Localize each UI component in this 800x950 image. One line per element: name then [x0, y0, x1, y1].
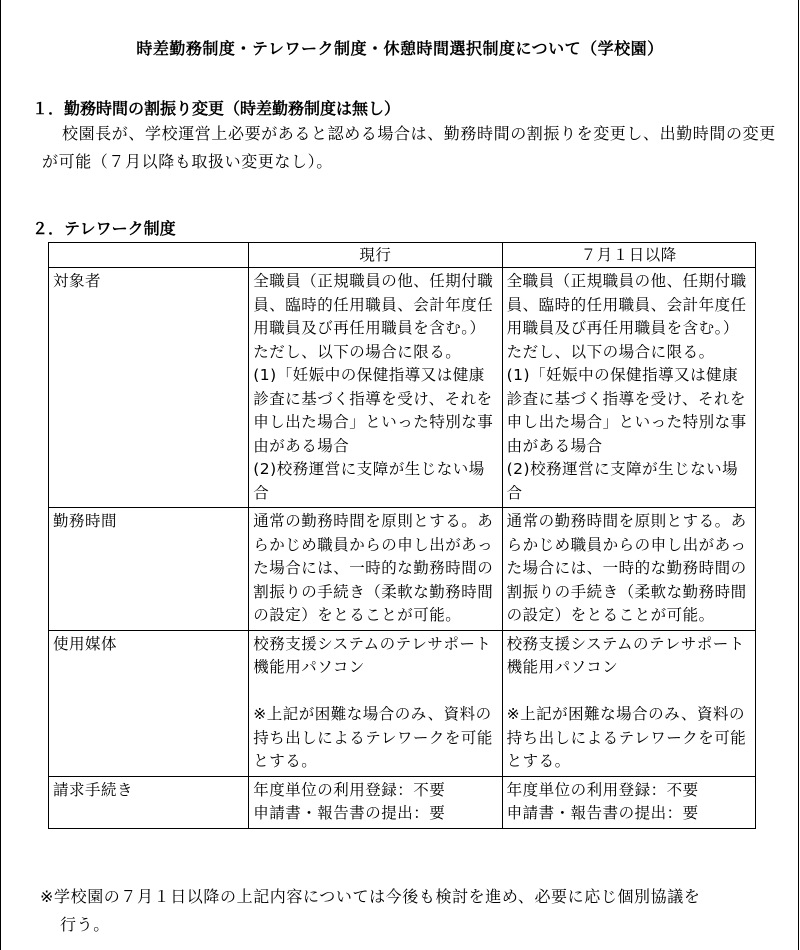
- cell-text: (2)校務運営に支障が生じない場合: [253, 460, 485, 502]
- header-cell-after: ７月１日以降: [502, 243, 755, 268]
- cell-text: 通常の勤務時間を原則とする。あらかじめ職員からの申し出があった場合には、一時的な勤務時間の割振りの手続き（柔軟な勤務時間の設定）をとることが可能。: [506, 512, 747, 624]
- row-label: 使用媒体: [49, 630, 249, 776]
- table-row: [49, 776, 756, 828]
- row-label: 請求手続き: [49, 776, 249, 828]
- cell-current: [249, 776, 502, 828]
- cell-text: 通常の勤務時間を原則とする。あらかじめ職員からの申し出があった場合には、一時的な勤務時間の割振りの手続き（柔軟な勤務時間の設定）をとることが可能。: [253, 512, 494, 624]
- footnote-line2: 行う。: [60, 915, 110, 934]
- section1-heading: １．勤務時間の割振り変更（時差勤務制度は無し）: [32, 99, 401, 118]
- header-cell-empty: [49, 243, 249, 268]
- cell-text: 校務支援システムのテレサポート機能用パソコン: [253, 634, 492, 676]
- cell-text: 校務支援システムのテレサポート機能用パソコン: [506, 634, 745, 676]
- cell-text: (1)「妊娠中の保健指導又は健康診査に基づく指導を受け、それを申し出た場合」といった特別な事由がある場合: [253, 366, 494, 455]
- cell-text: 年度単位の利用登録：不要: [253, 780, 446, 799]
- section1-body: 校園長が、学校運営上必要があると認める場合は、勤務時間の割振りを変更し、出勤時間の変更が可能（７月以降も取扱い変更なし）。: [42, 124, 776, 171]
- cell-text: (1)「妊娠中の保健指導又は健康診査に基づく指導を受け、それを申し出た場合」といった特別な事由がある場合: [506, 366, 747, 455]
- cell-text: [507, 680, 751, 704]
- cell-current: [249, 508, 502, 631]
- header-cell-current: 現行: [249, 243, 502, 268]
- cell-text: 申請書・報告書の提出：要: [506, 804, 699, 822]
- cell-text: (2)校務運営に支障が生じない場合: [506, 460, 739, 502]
- cell-text: 全職員（正規職員の他、任期付職員、臨時的任用職員、会計年度任用職員及び再任用職員を含む。）: [506, 272, 747, 337]
- table-row: [49, 268, 756, 508]
- cell-text: 年度単位の利用登録：不要: [506, 780, 699, 799]
- row-label: 対象者: [49, 268, 249, 508]
- cell-text: ただし、以下の場合に限る。: [506, 342, 715, 361]
- footnote: [40, 883, 780, 939]
- row-label: 勤務時間: [49, 508, 249, 631]
- cell-current: [249, 630, 502, 776]
- cell-after: [502, 268, 755, 508]
- section2-heading: ２．テレワーク制度: [32, 219, 176, 238]
- cell-text: ※上記が困難な場合のみ、資料の持ち出しによるテレワークを可能とする。: [506, 705, 747, 770]
- table-row: [49, 508, 756, 631]
- cell-current: [249, 268, 502, 508]
- cell-after: [502, 630, 755, 776]
- footnote-line1: ※学校園の７月１日以降の上記内容については今後も検討を進め、必要に応じ個別協議を: [40, 887, 701, 906]
- telework-table: [48, 242, 756, 829]
- cell-text: 全職員（正規職員の他、任期付職員、臨時的任用職員、会計年度任用職員及び再任用職員を含む。）: [253, 272, 494, 337]
- cell-after: [502, 508, 755, 631]
- cell-text: ただし、以下の場合に限る。: [253, 342, 462, 361]
- cell-text: 申請書・報告書の提出：要: [253, 804, 446, 822]
- cell-text: ※上記が困難な場合のみ、資料の持ち出しによるテレワークを可能とする。: [253, 705, 493, 770]
- page-title: 時差勤務制度・テレワーク制度・休憩時間選択制度について（学校園）: [136, 39, 664, 58]
- cell-after: [502, 776, 755, 828]
- table-header-row: [49, 243, 756, 268]
- table-row: [49, 630, 756, 776]
- cell-text: [253, 680, 497, 704]
